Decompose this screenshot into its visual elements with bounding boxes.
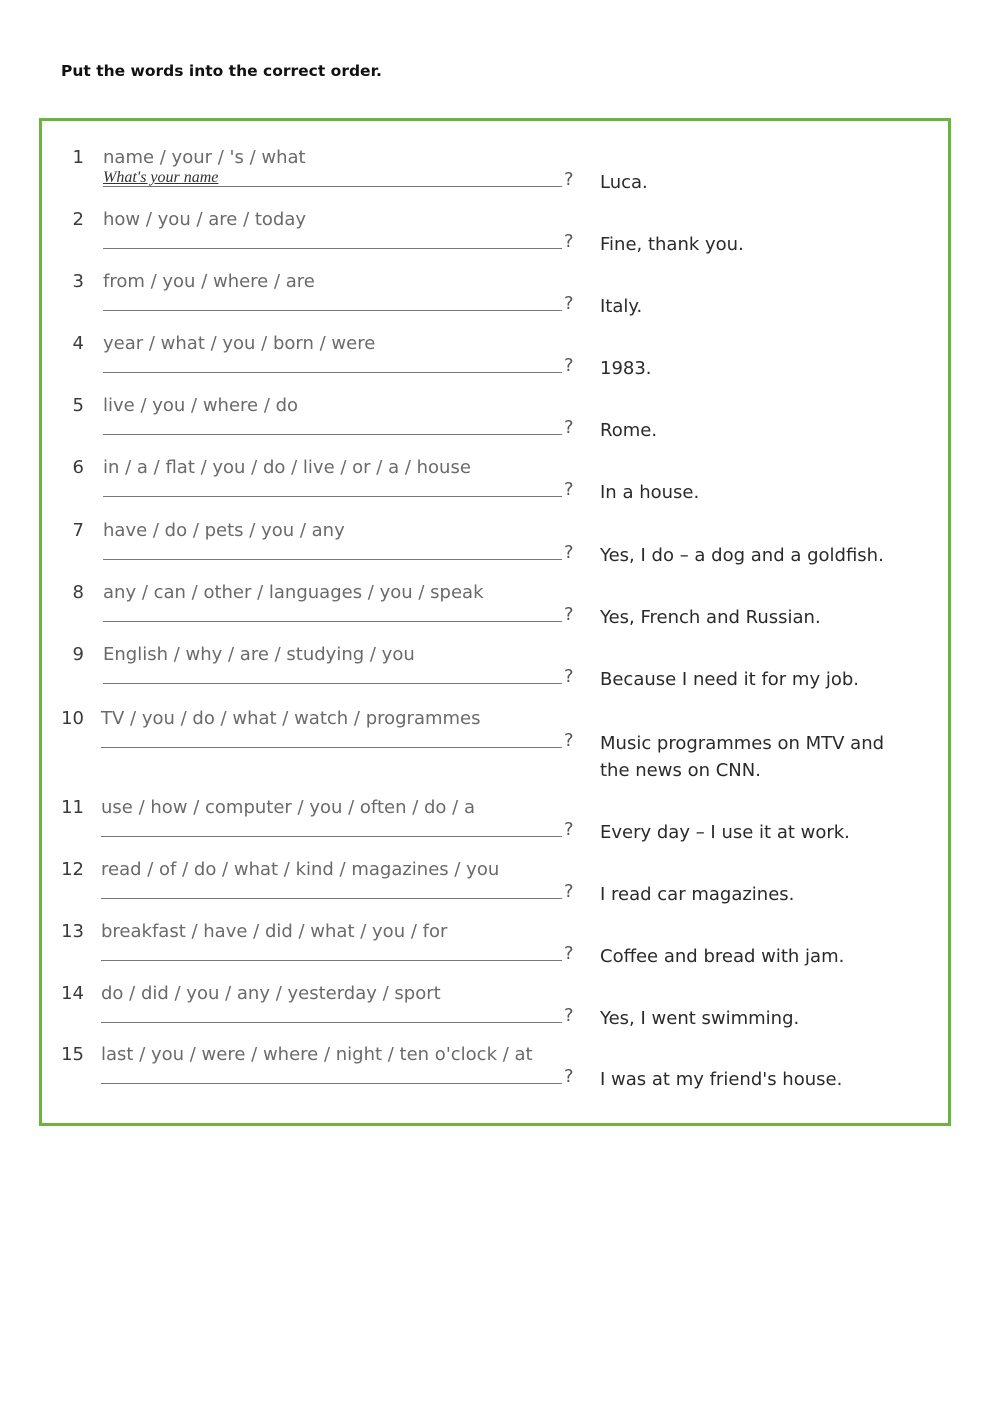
- question-mark: ?: [564, 479, 574, 500]
- item-number: 11: [61, 797, 84, 818]
- reply-text: 1983.: [600, 358, 652, 379]
- item-number: 3: [72, 271, 84, 292]
- answer-input[interactable]: [101, 168, 561, 188]
- reply-text: In a house.: [600, 482, 700, 503]
- reply-text: I was at my friend's house.: [600, 1069, 843, 1090]
- item-number: 1: [72, 147, 84, 168]
- question-mark: ?: [564, 1066, 574, 1087]
- answer-input[interactable]: [99, 942, 561, 962]
- reply-text: Italy.: [600, 296, 643, 317]
- answer-input[interactable]: [101, 354, 561, 374]
- scrambled-words: English / why / are / studying / you: [103, 644, 415, 665]
- question-mark: ?: [564, 355, 574, 376]
- reply-text: Every day – I use it at work.: [600, 822, 850, 843]
- scrambled-words: use / how / computer / you / often / do / a: [101, 797, 475, 818]
- reply-text: Rome.: [600, 420, 658, 441]
- answer-input[interactable]: [99, 729, 561, 749]
- scrambled-words: read / of / do / what / kind / magazines / you: [101, 859, 500, 880]
- scrambled-words: TV / you / do / what / watch / programmes: [101, 708, 481, 729]
- question-mark: ?: [564, 542, 574, 563]
- scrambled-words: in / a / flat / you / do / live / or / a / house: [103, 457, 471, 478]
- question-mark: ?: [564, 293, 574, 314]
- question-mark: ?: [564, 231, 574, 252]
- item-number: 5: [72, 395, 84, 416]
- item-number: 8: [72, 582, 84, 603]
- reply-text: I read car magazines.: [600, 884, 795, 905]
- item-number: 12: [61, 859, 84, 880]
- scrambled-words: last / you / were / where / night / ten o'clock / at: [101, 1044, 533, 1065]
- answer-input[interactable]: [99, 818, 561, 838]
- scrambled-words: breakfast / have / did / what / you / for: [101, 921, 448, 942]
- reply-text: Because I need it for my job.: [600, 669, 859, 690]
- question-mark: ?: [564, 881, 574, 902]
- question-mark: ?: [564, 730, 574, 751]
- question-mark: ?: [564, 169, 574, 190]
- item-number: 15: [61, 1044, 84, 1065]
- scrambled-words: from / you / where / are: [103, 271, 315, 292]
- reply-text: Music programmes on MTV and the news on CNN.: [600, 733, 885, 781]
- item-number: 4: [72, 333, 84, 354]
- reply-text: Yes, French and Russian.: [600, 607, 821, 628]
- question-mark: ?: [564, 417, 574, 438]
- question-mark: ?: [564, 943, 574, 964]
- answer-input[interactable]: [101, 478, 561, 498]
- scrambled-words: do / did / you / any / yesterday / sport: [101, 983, 441, 1004]
- question-mark: ?: [564, 819, 574, 840]
- reply-text: Coffee and bread with jam.: [600, 946, 845, 967]
- answer-input[interactable]: [101, 541, 561, 561]
- item-number: 9: [72, 644, 84, 665]
- scrambled-words: have / do / pets / you / any: [103, 520, 345, 541]
- answer-input[interactable]: [101, 603, 561, 623]
- scrambled-words: year / what / you / born / were: [103, 333, 376, 354]
- answer-input[interactable]: [101, 230, 561, 250]
- item-number: 7: [72, 520, 84, 541]
- answer-input[interactable]: [101, 665, 561, 685]
- item-number: 10: [61, 708, 84, 729]
- item-number: 6: [72, 457, 84, 478]
- scrambled-words: how / you / are / today: [103, 209, 307, 230]
- question-mark: ?: [564, 604, 574, 625]
- item-number: 14: [61, 983, 84, 1004]
- answer-input[interactable]: [101, 416, 561, 436]
- item-number: 13: [61, 921, 84, 942]
- scrambled-words: any / can / other / languages / you / speak: [103, 582, 484, 603]
- scrambled-words: live / you / where / do: [103, 395, 299, 416]
- item-number: 2: [72, 209, 84, 230]
- question-mark: ?: [564, 1005, 574, 1026]
- answer-input[interactable]: [99, 1065, 561, 1085]
- scrambled-words: name / your / 's / what: [103, 147, 306, 168]
- exercise-frame: [39, 118, 951, 1126]
- answer-input[interactable]: [101, 292, 561, 312]
- answer-input[interactable]: [99, 1004, 561, 1024]
- instruction-text: Put the words into the correct order.: [61, 62, 382, 80]
- reply-text: Fine, thank you.: [600, 234, 744, 255]
- reply-text: Yes, I do – a dog and a goldfish.: [600, 545, 884, 566]
- reply-text: Yes, I went swimming.: [600, 1008, 800, 1029]
- question-mark: ?: [564, 666, 574, 687]
- answer-input[interactable]: [99, 880, 561, 900]
- reply-text: Luca.: [600, 172, 648, 193]
